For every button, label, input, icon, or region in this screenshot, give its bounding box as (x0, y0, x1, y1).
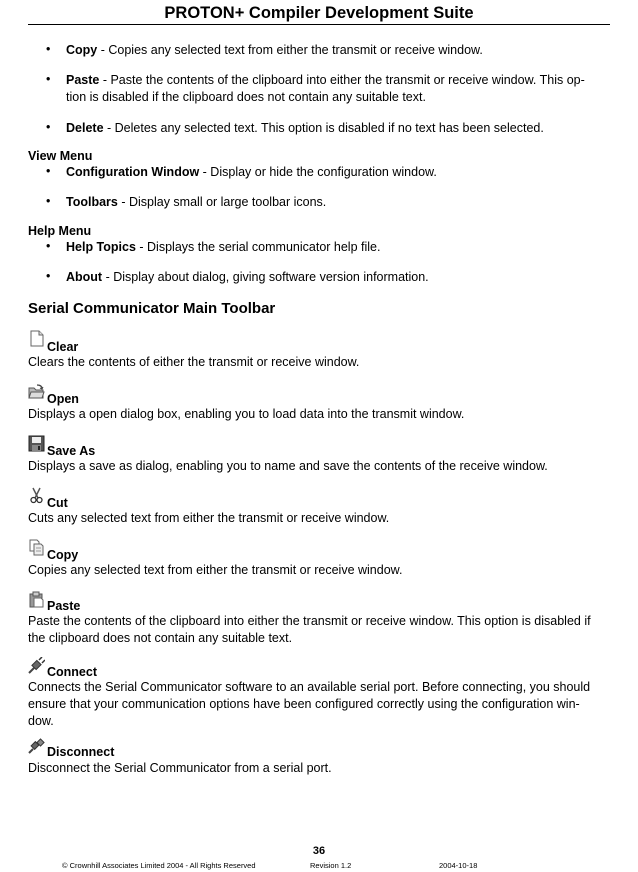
plug-connect-icon (28, 657, 45, 674)
item-desc: - Displays the serial communicator help file. (135, 240, 381, 254)
toolbar-label: Clear (47, 340, 79, 354)
bullet: • (46, 42, 51, 56)
toolbar-label: Cut (47, 496, 68, 510)
list-item (66, 120, 616, 137)
menu-heading: Help Menu (28, 224, 92, 238)
header-title: PROTON+ Compiler Development Suite (164, 4, 474, 22)
toolbar-label: Disconnect (47, 745, 115, 759)
toolbar-label: Save As (47, 444, 96, 458)
toolbar-desc: Cuts any selected text from either the transmit or receive window. (28, 511, 390, 525)
toolbar-desc: Clears the contents of either the transmit or receive window. (28, 355, 360, 369)
item-desc-cont: tion is disabled if the clipboard does not contain any suitable text. (66, 90, 426, 104)
bullet: • (46, 269, 51, 283)
list-item (66, 194, 616, 211)
toolbar-label: Open (47, 392, 79, 406)
bullet: • (46, 239, 51, 253)
list-item (66, 239, 616, 256)
page-header (28, 2, 610, 25)
toolbar-desc: Disconnect the Serial Communicator from a serial port. (28, 761, 332, 775)
item-desc: - Copies any selected text from either the transmit or receive window. (97, 43, 483, 57)
toolbar-label: Paste (47, 599, 81, 613)
plug-disconnect-icon (28, 737, 45, 754)
toolbar-desc: Copies any selected text from either the transmit or receive window. (28, 563, 403, 577)
item-desc: - Display small or large toolbar icons. (117, 195, 327, 209)
bullet: • (46, 164, 51, 178)
toolbar-desc (28, 613, 612, 647)
toolbar-desc-line: Paste the contents of the clipboard into either the transmit or receive window. This option is disabled if (28, 614, 591, 628)
bullet: • (46, 120, 51, 134)
toolbar-desc: Displays a save as dialog, enabling you to name and save the contents of the receive window. (28, 459, 548, 473)
new-page-icon (28, 330, 45, 347)
toolbar-desc (28, 679, 612, 730)
open-folder-icon (28, 383, 45, 400)
item-desc: - Paste the contents of the clipboard into either the transmit or receive window. This op- (99, 73, 585, 87)
item-desc: - Deletes any selected text. This option is disabled if no text has been selected. (103, 121, 544, 135)
copy-pages-icon (28, 539, 45, 556)
bullet: • (46, 194, 51, 208)
list-item (66, 269, 616, 286)
list-item (66, 72, 616, 106)
toolbar-desc-line: Connects the Serial Communicator software to an available serial port. Before connecting, you should (28, 680, 591, 694)
item-name: Help Topics (66, 240, 136, 254)
toolbar-desc-line: the clipboard does not contain any suitable text. (28, 631, 293, 645)
item-name: About (66, 270, 103, 284)
list-item (66, 42, 616, 59)
footer-date: 2004-10-18 (439, 861, 478, 870)
toolbar-desc-line: dow. (28, 714, 54, 728)
item-name: Configuration Window (66, 165, 200, 179)
toolbar-desc-line: ensure that your communication options have been configured correctly using the configuration win- (28, 697, 580, 711)
toolbar-label: Connect (47, 665, 97, 679)
footer-copyright: © Crownhill Associates Limited 2004 - All Rights Reserved (62, 861, 256, 870)
item-name: Delete (66, 121, 104, 135)
page-number: 36 (312, 845, 326, 857)
section-title: Serial Communicator Main Toolbar (28, 300, 276, 317)
menu-heading: View Menu (28, 149, 93, 163)
clipboard-icon (28, 591, 45, 608)
bullet: • (46, 72, 51, 86)
item-name: Paste (66, 73, 100, 87)
item-desc: - Display or hide the configuration window. (199, 165, 437, 179)
item-name: Copy (66, 43, 98, 57)
floppy-disk-icon (28, 435, 45, 452)
toolbar-desc: Displays a open dialog box, enabling you to load data into the transmit window. (28, 407, 465, 421)
toolbar-label: Copy (47, 548, 79, 562)
item-desc: - Display about dialog, giving software version information. (102, 270, 429, 284)
footer-revision: Revision 1.2 (310, 861, 352, 870)
list-item (66, 164, 616, 181)
item-name: Toolbars (66, 195, 118, 209)
scissors-icon (28, 487, 45, 504)
